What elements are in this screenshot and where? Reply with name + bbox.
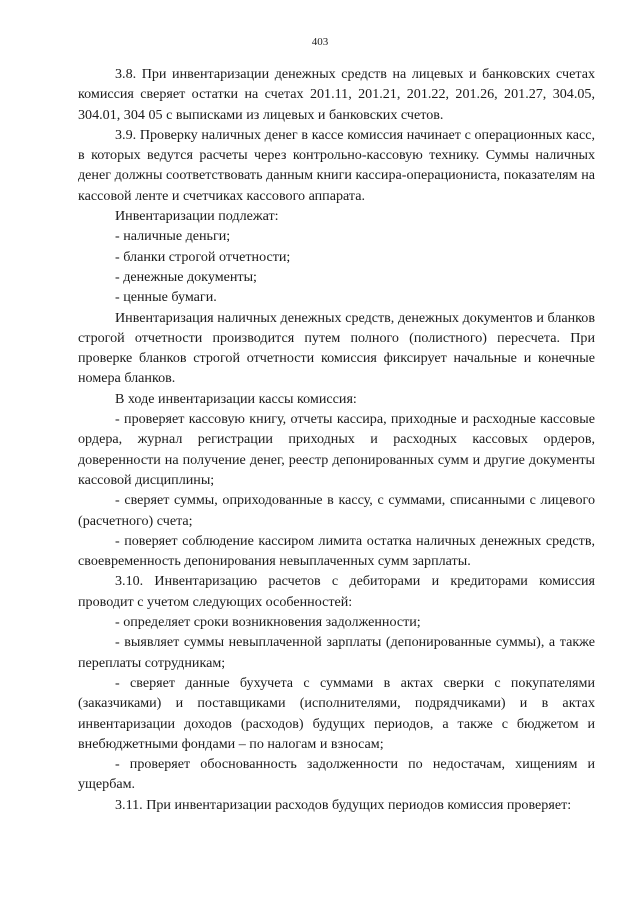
list-item-unpaid-salary: - выявляет суммы невыплаченной зарплаты (депонированные суммы), а также переплаты сотрудникам; bbox=[78, 634, 595, 671]
list-item-checks-cash-book: - проверяет кассовую книгу, отчеты кассира, приходные и расходные кассовые ордера, журнал регистрации приходных и расходных кассовых ордеров, доверенности на получение денег, реестр депонированных сумм и другие документы кассовой дисциплины; bbox=[78, 411, 595, 488]
paragraph-3-8: 3.8. При инвентаризации денежных средств на лицевых и банковских счетах комиссия сверяет остатки на счетах 201.11, 201.21, 201.22, 201.26, 201.27, 304.05, 304.01, 304 05 с выписками из лицевых и банковских счетов. bbox=[78, 66, 595, 123]
paragraph-cash-audit-intro: В ходе инвентаризации кассы комиссия: bbox=[115, 390, 357, 407]
paragraph-recount: Инвентаризация наличных денежных средств, денежных документов и бланков строгой отчетности производится путем полного (полистного) пересчета. При проверке бланков строгой отчетности комиссия фиксирует начальные и конечные номера бланков. bbox=[78, 309, 595, 387]
list-item-reconciliation-acts: - сверяет данные бухучета с суммами в актах сверки с покупателями (заказчиками) и поставщиками (исполнителями, подрядчиками) и в актах инвентаризации доходов (расходов) будущих периодов, а также с бюджетом и внебюджетными фондами – по налогам и взносам; bbox=[78, 674, 595, 752]
document-body bbox=[78, 64, 595, 815]
list-item-reconciles-sums: - сверяет суммы, оприходованные в кассу, с суммами, списанными с лицевого (расчетного) счета; bbox=[78, 492, 595, 529]
page-number: 403 bbox=[311, 36, 329, 48]
paragraph-3-10: 3.10. Инвентаризацию расчетов с дебиторами и кредиторами комиссия проводит с учетом следующих особенностей: bbox=[78, 573, 595, 610]
list-item-debt-dates: - определяет сроки возникновения задолженности; bbox=[115, 614, 421, 631]
paragraph-3-9: 3.9. Проверку наличных денег в кассе комиссия начинает с операционных касс, в которых ведутся расчеты через контрольно-кассовую технику. Суммы наличных денег должны соответствовать данным книги кассира-операциониста, показателям на кассовой ленте и счетчиках кассового аппарата. bbox=[78, 126, 595, 204]
list-item-securities: - ценные бумаги. bbox=[115, 289, 217, 306]
list-item-money-documents: - денежные документы; bbox=[115, 268, 257, 285]
list-item-shortage-debt: - проверяет обоснованность задолженности по недостачам, хищениям и ущербам. bbox=[78, 756, 595, 793]
list-item-checks-limit: - поверяет соблюдение кассиром лимита остатка наличных денежных средств, своевременность депонирования невыплаченных сумм зарплаты. bbox=[78, 532, 595, 570]
paragraph-inventory-subjects: Инвентаризации подлежат: bbox=[115, 208, 279, 225]
list-item-cash: - наличные деньги; bbox=[115, 228, 231, 245]
paragraph-3-11: 3.11. При инвентаризации расходов будущих периодов комиссия проверяет: bbox=[115, 796, 572, 813]
list-item-strict-forms: - бланки строгой отчетности; bbox=[115, 248, 291, 265]
